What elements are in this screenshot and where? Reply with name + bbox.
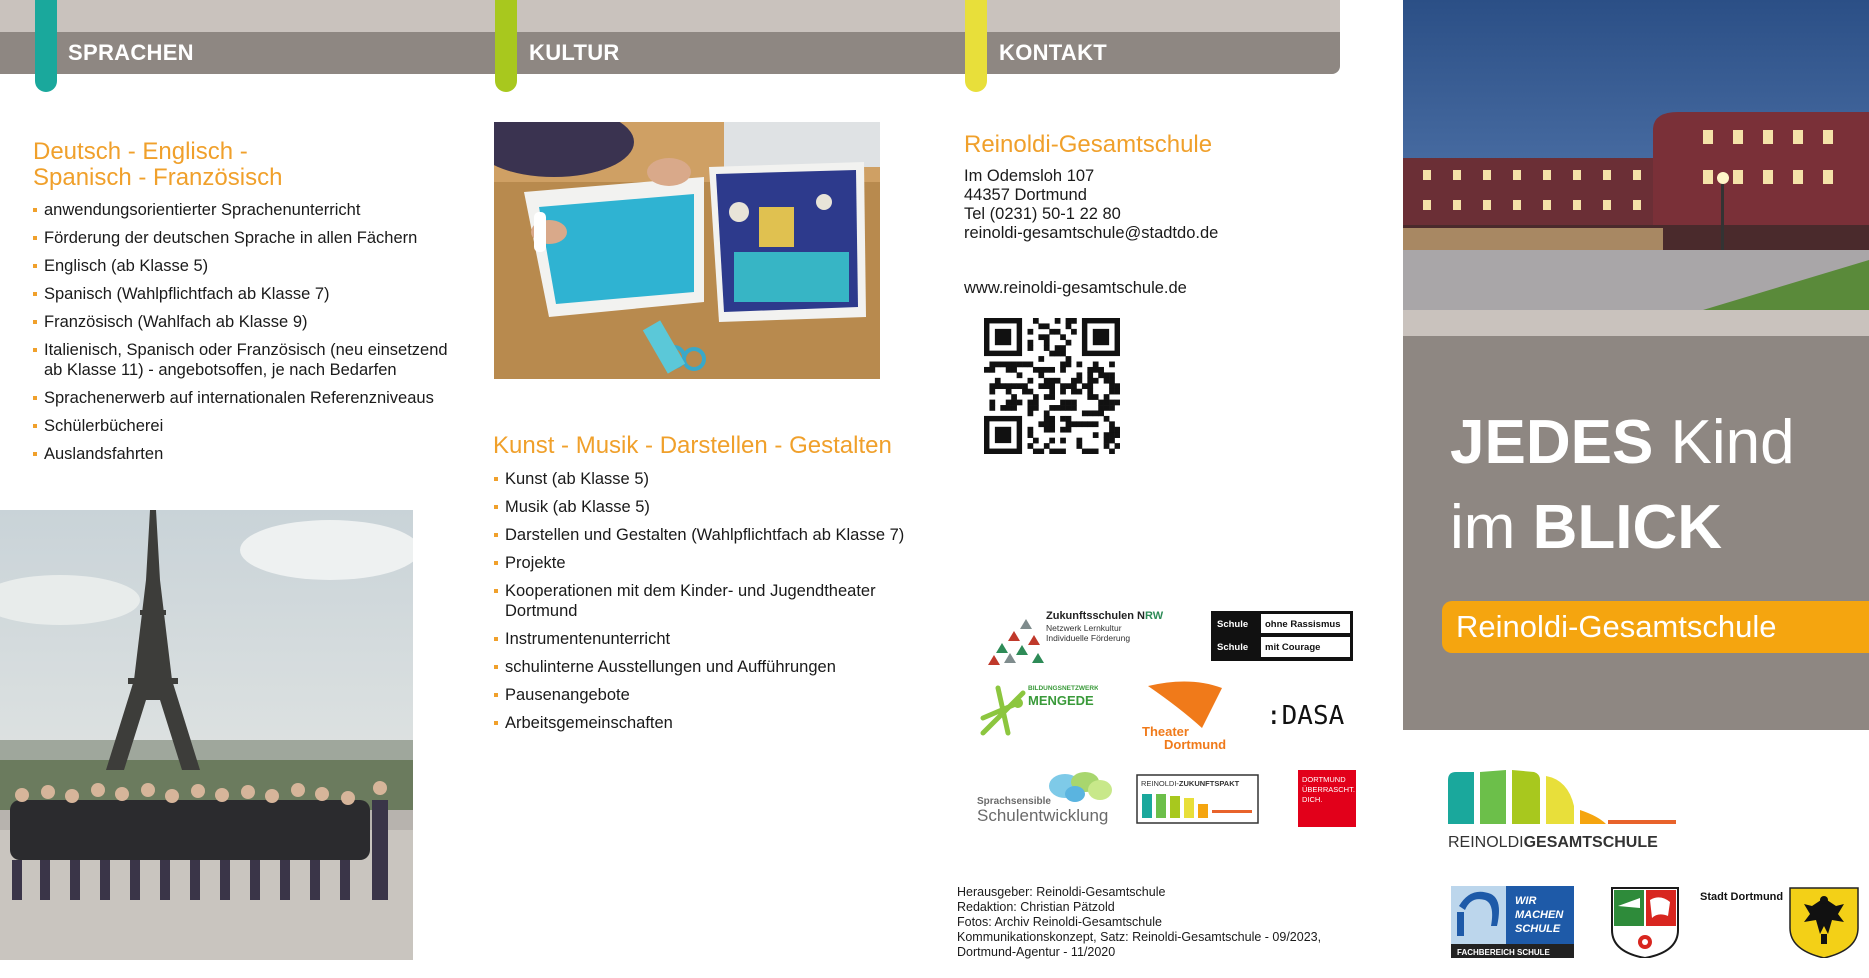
zukunft-title: Zukunftsschulen N bbox=[1046, 610, 1146, 622]
logo-reinoldi-zukunftspakt bbox=[1136, 774, 1259, 824]
imprint-line: Herausgeber: Reinoldi-Gesamtschule bbox=[957, 885, 1166, 899]
header-bar bbox=[0, 32, 1340, 74]
cover-title-im: im bbox=[1450, 493, 1533, 562]
logo-wir-machen-schule bbox=[1451, 886, 1574, 958]
dortmund-line3: DICH. bbox=[1302, 795, 1323, 804]
cover-title bbox=[1450, 400, 1795, 570]
theater-city: Dortmund bbox=[1164, 737, 1227, 752]
contact-city: 44357 Dortmund bbox=[964, 186, 1087, 204]
contact-school-name: Reinoldi-Gesamtschule bbox=[964, 131, 1213, 158]
logo-schule-ohne-rassismus bbox=[1211, 611, 1353, 661]
wir-line1: WIR bbox=[1515, 895, 1537, 907]
list-item: Pausenangebote bbox=[494, 685, 934, 705]
logo-dasa bbox=[1266, 700, 1362, 730]
contact-street: Im Odemsloh 107 bbox=[964, 167, 1095, 185]
zukunft-sub2: Individuelle Förderung bbox=[1046, 633, 1131, 643]
logo-text-reinoldi: REINOLDI bbox=[1448, 834, 1524, 851]
photo-eiffel-tower-group bbox=[0, 510, 413, 960]
cover-title-blick: BLICK bbox=[1532, 493, 1723, 562]
section-title-kontakt: KONTAKT bbox=[999, 40, 1108, 65]
cover-band-light bbox=[1403, 310, 1869, 336]
cover-title-jedes: JEDES bbox=[1450, 408, 1654, 477]
svg-text:Zukunftsschulen NRW bbox=[1046, 610, 1164, 622]
wir-bottom: FACHBEREICH SCHULE bbox=[1457, 948, 1550, 957]
theater-word: Theater bbox=[1142, 724, 1189, 739]
photo-school-building bbox=[1403, 0, 1869, 310]
logo-theater-dortmund bbox=[1140, 678, 1242, 752]
list-item: Förderung der deutschen Sprache in allen Fächern bbox=[33, 228, 463, 248]
rassismus-text-2: mit Courage bbox=[1265, 642, 1321, 653]
zukunft-sub1: Netzwerk Lernkultur bbox=[1046, 623, 1122, 633]
zukunft-title-nrw: RW bbox=[1145, 610, 1164, 622]
list-item: Spanisch (Wahlpflichtfach ab Klasse 7) bbox=[33, 284, 463, 304]
list-item: Musik (ab Klasse 5) bbox=[494, 497, 934, 517]
section-title-kultur: KULTUR bbox=[529, 40, 620, 65]
list-item: Projekte bbox=[494, 553, 934, 573]
sprachen-subtitle-line1: Deutsch - Englisch - bbox=[33, 138, 248, 165]
logo-dortmund-ueberrascht bbox=[1298, 770, 1356, 827]
list-item: Arbeitsgemeinschaften bbox=[494, 713, 934, 733]
dortmund-line1: DORTMUND bbox=[1302, 775, 1346, 784]
sprachen-list bbox=[33, 200, 463, 472]
mengede-small: BILDUNGSNETZWERK bbox=[1028, 685, 1098, 692]
dasa-text: :DASA bbox=[1266, 701, 1345, 730]
stadt-dortmund-text: Stadt Dortmund bbox=[1700, 891, 1784, 903]
list-item: Kooperationen mit dem Kinder- und Jugendtheater Dortmund bbox=[494, 581, 934, 621]
svg-text:REINOLDIGESAMTSCHULE bbox=[1448, 834, 1658, 851]
list-item: anwendungsorientierter Sprachenunterricht bbox=[33, 200, 463, 220]
imprint bbox=[957, 885, 1377, 960]
imprint-line: Redaktion: Christian Pätzold bbox=[957, 900, 1115, 914]
rassismus-text-1: ohne Rassismus bbox=[1265, 619, 1341, 630]
list-item: Schülerbücherei bbox=[33, 416, 463, 436]
logo-nrw-coat-of-arms bbox=[1610, 886, 1680, 958]
imprint-line: Kommunikationskonzept, Satz: Reinoldi-Gesamtschule - 09/2023, bbox=[957, 930, 1322, 944]
imprint-line: Fotos: Archiv Reinoldi-Gesamtschule bbox=[957, 915, 1162, 929]
qr-code[interactable] bbox=[984, 318, 1120, 454]
list-item: schulinterne Ausstellungen und Aufführungen bbox=[494, 657, 934, 677]
photo-art-project bbox=[494, 122, 880, 379]
dortmund-line2: ÜBERRASCHT. bbox=[1302, 785, 1355, 794]
logo-zukunftsschulen-nrw bbox=[980, 605, 1174, 670]
zukunftspakt-b: ZUKUNFTSPAKT bbox=[1178, 779, 1240, 788]
cover-school-banner bbox=[1442, 601, 1869, 653]
list-item: Französisch (Wahlfach ab Klasse 9) bbox=[33, 312, 463, 332]
sprachen-subtitle-line2: Spanisch - Französisch bbox=[33, 164, 283, 191]
tab-marker-kultur bbox=[495, 0, 517, 92]
tab-marker-sprachen bbox=[35, 0, 57, 92]
wir-line2: MACHEN bbox=[1515, 909, 1564, 921]
imprint-line: Dortmund-Agentur - 11/2020 bbox=[957, 945, 1116, 959]
svg-text:REINOLDI-ZUKUNFTSPAKT bbox=[1141, 779, 1240, 788]
contact-phone: Tel (0231) 50-1 22 80 bbox=[964, 205, 1121, 223]
logo-sprachsensible-schulentwicklung bbox=[975, 768, 1125, 828]
kultur-list bbox=[494, 469, 934, 741]
rassismus-schule-1: Schule bbox=[1217, 619, 1249, 630]
list-item: Auslandsfahrten bbox=[33, 444, 463, 464]
header-band-top bbox=[0, 0, 1340, 32]
sprachsensible-line1: Sprachsensible bbox=[977, 796, 1051, 807]
list-item: Darstellen und Gestalten (Wahlpflichtfach ab Klasse 7) bbox=[494, 525, 934, 545]
section-title-sprachen: SPRACHEN bbox=[68, 40, 194, 65]
list-item: Kunst (ab Klasse 5) bbox=[494, 469, 934, 489]
list-item: Sprachenerwerb auf internationalen Referenzniveaus bbox=[33, 388, 463, 408]
zukunftspakt-a: REINOLDI- bbox=[1141, 779, 1179, 788]
wir-line3: SCHULE bbox=[1515, 923, 1561, 935]
list-item: Instrumentenunterricht bbox=[494, 629, 934, 649]
list-item: Italienisch, Spanisch oder Französisch (neu einsetzend ab Klasse 11) - angebotsoffen, je nach Bedarfen bbox=[33, 340, 463, 380]
cover-title-kind: Kind bbox=[1653, 408, 1795, 477]
logo-bildungsnetzwerk-mengede bbox=[978, 678, 1098, 750]
contact-website[interactable]: www.reinoldi-gesamtschule.de bbox=[964, 279, 1187, 297]
tab-marker-kontakt bbox=[965, 0, 987, 92]
list-item: Englisch (ab Klasse 5) bbox=[33, 256, 463, 276]
logo-stadt-dortmund bbox=[1700, 886, 1860, 958]
contact-email[interactable]: reinoldi-gesamtschule@stadtdo.de bbox=[964, 224, 1219, 242]
rassismus-schule-2: Schule bbox=[1217, 642, 1249, 653]
mengede-title: MENGEDE bbox=[1028, 693, 1094, 708]
sprachen-subtitle bbox=[33, 139, 282, 191]
logo-reinoldi-gesamtschule bbox=[1448, 766, 1678, 852]
sprachsensible-line2: Schulentwicklung bbox=[977, 806, 1109, 825]
kultur-subtitle: Kunst - Musik - Darstellen - Gestalten bbox=[493, 432, 892, 459]
cover-school-name: Reinoldi-Gesamtschule bbox=[1456, 609, 1777, 644]
contact-address bbox=[964, 167, 1218, 243]
logo-text-gesamtschule: GESAMTSCHULE bbox=[1523, 834, 1658, 851]
